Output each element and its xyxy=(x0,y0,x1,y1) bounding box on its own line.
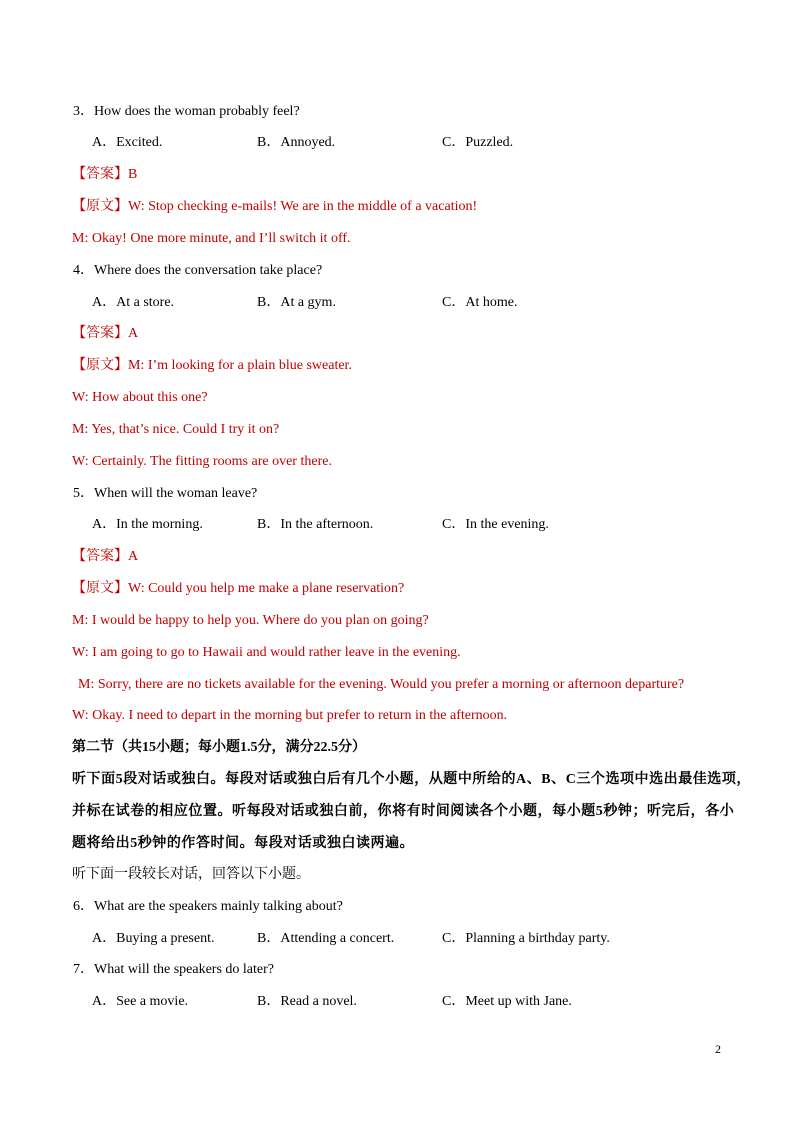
question-4-transcript-line: 【原文】M: I’m looking for a plain blue sweater. xyxy=(72,358,352,373)
question-7-stem: 7．What will the speakers do later? xyxy=(73,962,274,977)
question-7-option-b: B．Read a novel. xyxy=(257,994,357,1009)
question-5-transcript-line: M: I would be happy to help you. Where do you plan on going? xyxy=(72,613,429,628)
question-3-option-a: A．Excited. xyxy=(92,135,163,150)
question-5-transcript-line: W: Okay. I need to depart in the morning but prefer to return in the afternoon. xyxy=(72,708,508,723)
question-4-transcript-line: M: Yes, that’s nice. Could I try it on? xyxy=(72,422,280,437)
page-number: 2 xyxy=(715,1042,721,1056)
section-instruction-line: 听下面5段对话或独白。每段对话或独白后有几个小题，从题中所给的A、B、C三个选项中选出最佳选项， xyxy=(72,772,751,787)
question-3-option-c: C．Puzzled. xyxy=(442,135,514,150)
question-6-option-a: A．Buying a present. xyxy=(92,931,215,946)
question-4-transcript-line: W: Certainly. The fitting rooms are over there. xyxy=(72,454,332,469)
question-3-answer: 【答案】B xyxy=(72,167,138,182)
question-3-transcript-line: 【原文】W: Stop checking e-mails! We are in the middle of a vacation! xyxy=(72,199,478,214)
section-intro: 听下面一段较长对话，回答以下小题。 xyxy=(72,867,310,882)
question-5-transcript-line: 【原文】W: Could you help me make a plane reservation? xyxy=(72,581,405,596)
question-6-stem: 6．What are the speakers mainly talking about? xyxy=(73,899,343,914)
question-5-transcript-line: M: Sorry, there are no tickets available for the evening. Would you prefer a morning or afternoon departure? xyxy=(78,677,685,692)
question-4-stem: 4．Where does the conversation take place? xyxy=(73,263,323,278)
question-3-stem: 3．How does the woman probably feel? xyxy=(73,104,300,119)
question-7-option-a: A．See a movie. xyxy=(92,994,189,1009)
question-5-option-a: A．In the morning. xyxy=(92,517,203,532)
question-5-option-b: B．In the afternoon. xyxy=(257,517,374,532)
question-5-stem: 5．When will the woman leave? xyxy=(73,486,258,501)
section-instruction-line: 题将给出5秒钟的作答时间。每段对话或独白读两遍。 xyxy=(72,836,415,851)
question-4-answer: 【答案】A xyxy=(72,326,139,341)
question-4-option-a: A．At a store. xyxy=(92,295,175,310)
section-instruction-line: 并标在试卷的相应位置。听每段对话或独白前，你将有时间阅读各个小题，每小题5秒钟；听完后，各小 xyxy=(72,804,735,819)
question-6-option-b: B．Attending a concert. xyxy=(257,931,395,946)
question-6-option-c: C．Planning a birthday party. xyxy=(442,931,610,946)
question-4-option-b: B．At a gym. xyxy=(257,295,336,310)
section-heading: 第二节（共15小题；每小题1.5分，满分22.5分） xyxy=(72,740,366,755)
question-5-answer: 【答案】A xyxy=(72,549,139,564)
question-5-option-c: C．In the evening. xyxy=(442,517,549,532)
question-4-transcript-line: W: How about this one? xyxy=(72,390,208,405)
question-4-option-c: C．At home. xyxy=(442,295,518,310)
question-3-transcript-line: M: Okay! One more minute, and I’ll switch it off. xyxy=(72,231,351,246)
question-7-option-c: C．Meet up with Jane. xyxy=(442,994,572,1009)
question-5-transcript-line: W: I am going to go to Hawaii and would rather leave in the evening. xyxy=(72,645,461,660)
question-3-option-b: B．Annoyed. xyxy=(257,135,336,150)
